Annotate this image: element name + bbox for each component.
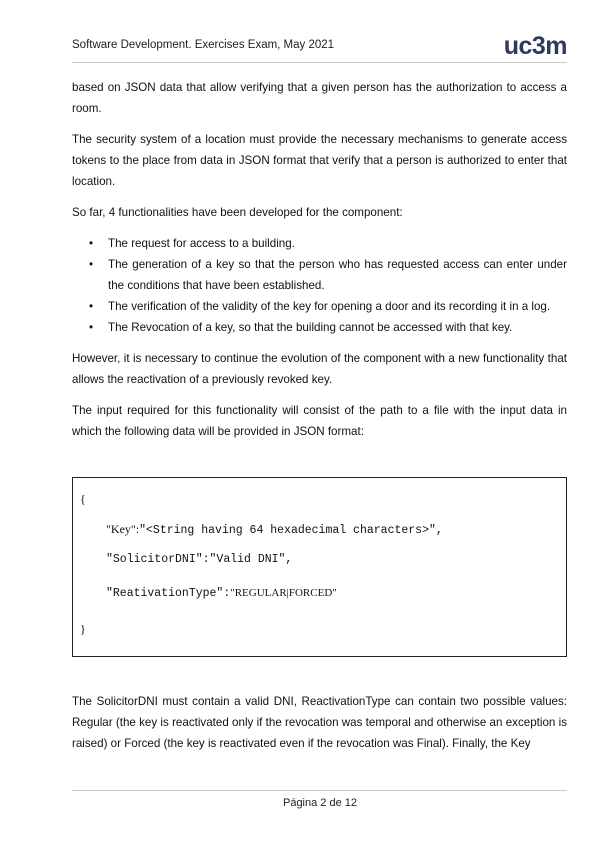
bullet-icon: •	[89, 321, 94, 334]
paragraph-6: The SolicitorDNI must contain a valid DNI, ReactivationType can contain two possible values: Regular (the key is reactivated only if the revocation was temporal and otherwise an exception is raised) or Forced (the key is reactivated even if the revocation was Final). Finally, the Key	[72, 695, 567, 750]
json-code-block	[72, 477, 567, 657]
list-item: • The generation of a key so that the person who has requested access can enter under the conditions that have been established.	[72, 254, 567, 296]
footer-divider	[72, 790, 567, 791]
paragraph-5: The input required for this functionality will consist of the path to a file with the input data in which the following data will be provided in JSON format:	[72, 404, 567, 438]
paragraph-4: However, it is necessary to continue the evolution of the component with a new functionality that allows the reactivation of a previously revoked key.	[72, 352, 567, 386]
paragraph-1: based on JSON data that allow verifying that a given person has the authorization to access a room.	[72, 81, 567, 115]
page-header	[72, 32, 567, 62]
paragraph-3: So far, 4 functionalities have been developed for the component:	[72, 206, 403, 219]
uc3m-logo: uc3m	[503, 32, 567, 60]
bullet-icon: •	[89, 300, 94, 313]
code-line-key: "Key":"<String having 64 hexadecimal characters>",	[106, 522, 443, 537]
code-line-reactivation: "ReativationType":"REGULAR|FORCED"	[106, 587, 337, 600]
code-open-brace: {	[80, 492, 86, 506]
body-text	[72, 77, 567, 452]
list-item: • The Revocation of a key, so that the building cannot be accessed with that key.	[72, 317, 567, 338]
header-divider	[72, 62, 567, 63]
paragraph-2: The security system of a location must provide the necessary mechanisms to generate access tokens to the place from data in JSON format that verify that a person is authorized to enter that location.	[72, 133, 567, 188]
body-text-continued	[72, 691, 567, 754]
code-close-brace: }	[80, 622, 86, 636]
list-item: • The request for access to a building.	[72, 233, 567, 254]
list-item: • The verification of the validity of the key for opening a door and its recording it in a log.	[72, 296, 567, 317]
functionality-list	[72, 233, 567, 338]
code-line-solicitor: "SolicitorDNI":"Valid DNI",	[106, 553, 293, 566]
bullet-icon: •	[89, 258, 94, 271]
bullet-icon: •	[89, 237, 94, 250]
document-title: Software Development. Exercises Exam, May 2021	[72, 39, 335, 51]
page-number: Página 2 de 12	[282, 797, 357, 809]
